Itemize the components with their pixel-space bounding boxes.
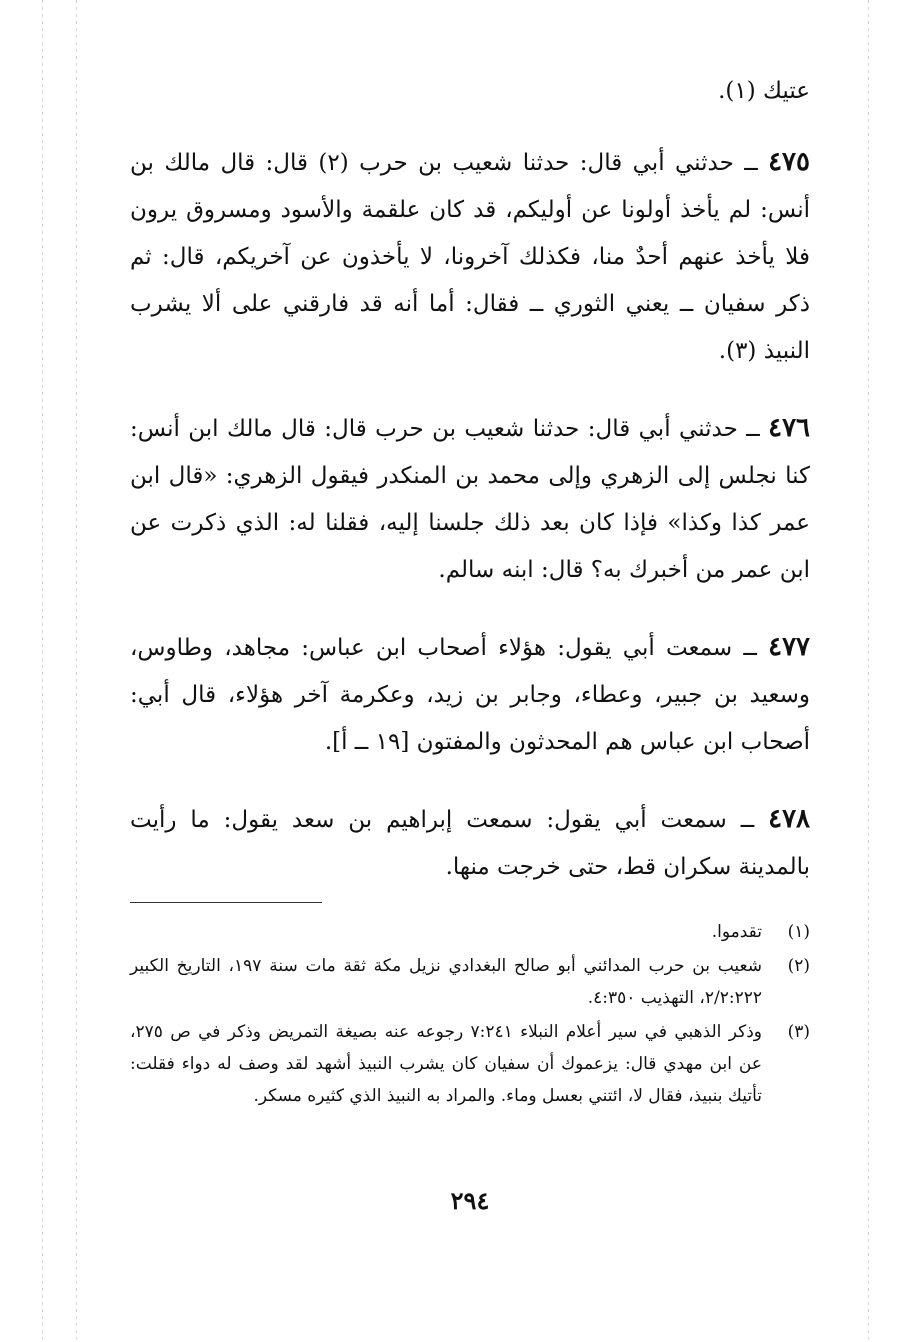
paragraph-476	[130, 405, 810, 594]
paragraph-text: ــ حدثني أبي قال: حدثنا شعيب بن حرب (٢) قال: قال مالك بن أنس: لم يأخذ أولونا عن أوليكم، قد كان علقمة والأسود ومسروق يرون فلا يأخذ عنهم أحدٌ منا، فكذلك آخرونا، لا يأخذون عن آخريكم، قال: ثم ذكر سفيان ــ يعني الثوري ــ فقال: أما أنه قد فارقني على ألا يشرب النبيذ (٣).	[130, 150, 810, 364]
footnote-number: (٣)	[787, 1022, 810, 1042]
paragraph-text: عتيك (١).	[718, 78, 810, 104]
paragraph-text: ــ حدثني أبي قال: حدثنا شعيب بن حرب قال: قال مالك ابن أنس: كنا نجلس إلى الزهري وإلى محمد بن المنكدر فيقول الزهري: «قال ابن عمر كذا وكذا» فإذا كان بعد ذلك جلسنا إليه، فقلنا له: الذي ذكرت عن ابن عمر من أخبرك به؟ قال: ابنه سالم.	[130, 416, 810, 583]
footnote-number: (١)	[787, 922, 810, 942]
paragraph-number: ٤٧٧	[768, 632, 811, 662]
paragraph-text: ــ سمعت أبي يقول: سمعت إبراهيم بن سعد يقول: ما رأيت بالمدينة سكران قط، حتى خرجت منها.	[130, 807, 810, 880]
margin-guide-left	[42, 0, 43, 1342]
book-page	[130, 60, 810, 1340]
footnote-item	[130, 1016, 810, 1112]
paragraph-number: ٤٧٥	[768, 147, 810, 177]
paragraph-number: ٤٧٨	[768, 804, 811, 834]
margin-guide-right	[868, 0, 869, 1342]
margin-guide-left-inner	[76, 0, 77, 1342]
page-number: ٢٩٤	[450, 1186, 490, 1215]
footnote-item	[130, 950, 810, 1014]
paragraph-478	[130, 796, 810, 891]
footnote-item	[130, 916, 810, 948]
footnote-text: وذكر الذهبي في سير أعلام النبلاء ٧:٢٤١ رجوعه عنه بصيغة التمريض وذكر في ص ٢٧٥، عن ابن مهدي قال: يزعموك أن سفيان كان يشرب النبيذ أشهد لقد وصف له دواء فقلت: تأتيك بنبيذ، فقال لا، ائتني بعسل وماء. والمراد به النبيذ الذي كثيره مسكر.	[130, 1022, 762, 1106]
footnote-number: (٢)	[787, 956, 810, 976]
paragraph-477	[130, 624, 810, 766]
paragraph-text: ــ سمعت أبي يقول: هؤلاء أصحاب ابن عباس: مجاهد، وطاوس، وسعيد بن جبير، وعطاء، وجابر بن زيد، وعكرمة آخر هؤلاء، قال أبي: أصحاب ابن عباس هم المحدثون والمفتون [١٩ ــ أ].	[130, 635, 810, 755]
paragraph-continuation	[130, 68, 810, 115]
footnote-text: تقدموا.	[711, 922, 762, 942]
footnote-separator	[130, 902, 322, 903]
footnote-text: شعيب بن حرب المدائني أبو صالح البغدادي نزيل مكة ثقة مات سنة ١٩٧، التاريخ الكبير ٢/٢:٢٢٢، التهذيب ٤:٣٥٠.	[130, 956, 762, 1008]
paragraph-475	[130, 139, 810, 375]
paragraph-number: ٤٧٦	[768, 413, 811, 443]
footnotes	[130, 916, 810, 1114]
